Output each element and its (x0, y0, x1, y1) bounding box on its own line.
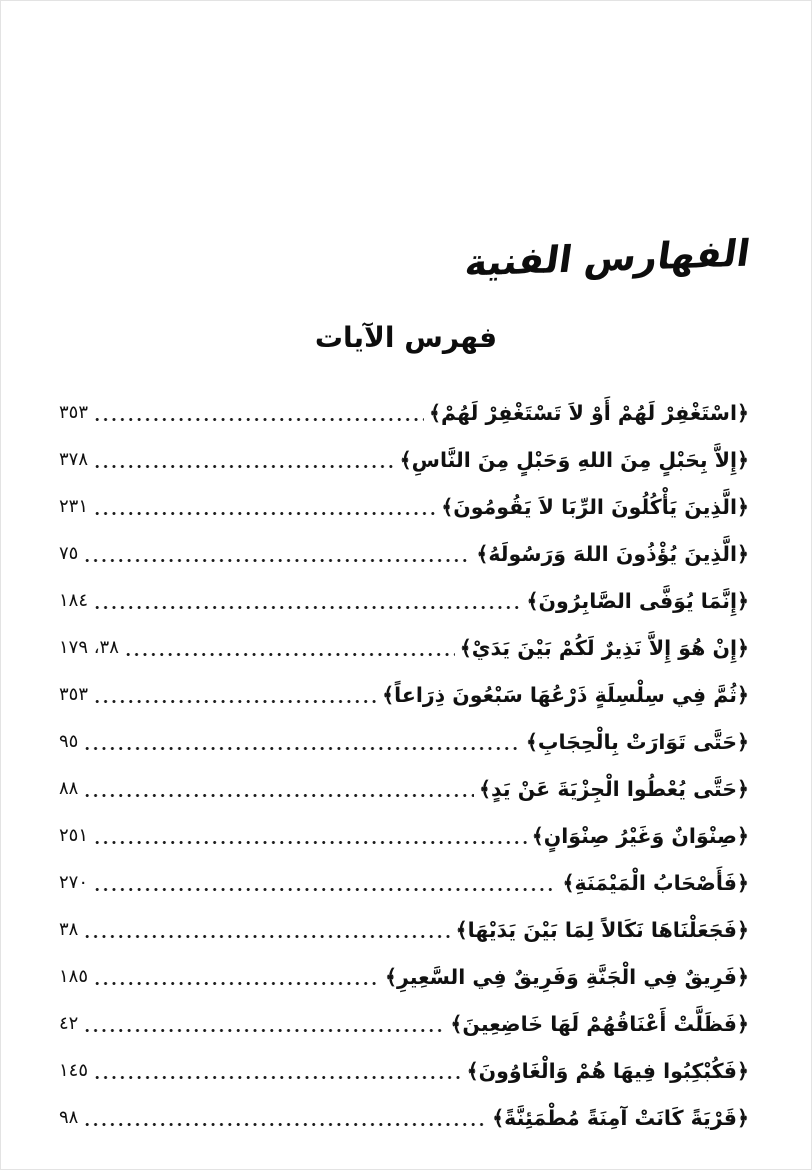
page-number: ٣٨، ١٧٩ (59, 637, 119, 658)
verse-text: ﴿ثُمَّ فِي سِلْسِلَةٍ ذَرْعُهَا سَبْعُونَ ذِرَاعاً﴾ (382, 682, 749, 707)
verse-text: ﴿قَرْيَةً كَانَتْ آمِنَةً مُطْمَئِنَّةً﴾ (492, 1105, 749, 1130)
page-number: ٣٥٣ (59, 402, 89, 423)
verse-index-row (59, 1000, 749, 1047)
dotted-leader (93, 1075, 462, 1080)
dotted-leader (83, 934, 450, 939)
page-number: ٨٨ (59, 778, 79, 799)
dotted-leader (93, 699, 377, 704)
page-number: ٣٨ (59, 919, 79, 940)
verse-index-row (59, 718, 749, 765)
verse-index-row (59, 906, 749, 953)
page-number: ٩٥ (59, 731, 79, 752)
page-title: فهرس الآيات (314, 321, 498, 354)
page-number: ٢٣١ (59, 496, 89, 517)
verse-index-row (59, 859, 749, 906)
dotted-leader (93, 981, 380, 986)
verse-index-row (59, 765, 749, 812)
dotted-leader (83, 793, 474, 798)
verse-index-row (59, 671, 749, 718)
page-number: ١٨٤ (59, 590, 89, 611)
calligraphy-title: الفهارس الفنية (462, 231, 753, 285)
verse-index-row (59, 483, 749, 530)
page-number: ٢٥١ (59, 825, 89, 846)
verse-text: ﴿إِنَّمَا يُوَفَّى الصَّابِرُونَ﴾ (526, 588, 749, 613)
dotted-leader (83, 746, 521, 751)
verse-index-row (59, 577, 749, 624)
dotted-leader (93, 887, 557, 892)
verse-text: ﴿إِلاَّ بِحَبْلٍ مِنَ اللهِ وَحَبْلٍ مِنَ النَّاسِ﴾ (399, 447, 749, 472)
page-number: ٩٨ (59, 1107, 79, 1128)
verse-text: ﴿الَّذِينَ يَأْكُلُونَ الرِّبَا لاَ يَقُومُونَ﴾ (441, 494, 749, 519)
verse-text: ﴿فَرِيقٌ فِي الْجَنَّةِ وَفَرِيقٌ فِي السَّعِيرِ﴾ (384, 964, 749, 989)
dotted-leader (83, 1028, 445, 1033)
verse-index-row (59, 436, 749, 483)
verse-index-row (59, 812, 749, 859)
verse-text: ﴿الَّذِينَ يُؤْذُونَ اللهَ وَرَسُولَهُ﴾ (476, 541, 749, 566)
verse-text: ﴿فَجَعَلْنَاهَا نَكَالاً لِمَا بَيْنَ يَدَيْهَا﴾ (455, 917, 749, 942)
verse-index-row (59, 530, 749, 577)
dotted-leader (93, 511, 436, 516)
dotted-leader (93, 464, 395, 469)
verse-index-row (59, 389, 749, 436)
verse-text: ﴿إِنْ هُوَ إِلاَّ نَذِيرٌ لَكُمْ بَيْنَ يَدَيْ﴾ (459, 635, 749, 660)
dotted-leader (93, 605, 521, 610)
page-number: ٤٢ (59, 1013, 79, 1034)
verse-text: ﴿فَأَصْحَابُ الْمَيْمَنَةِ﴾ (562, 870, 749, 895)
dotted-leader (93, 840, 527, 845)
page-number: ٢٧٠ (59, 872, 89, 893)
verse-index-row (59, 624, 749, 671)
verse-text: ﴿اسْتَغْفِرْ لَهُمْ أَوْ لاَ تَسْتَغْفِرْ لَهُمْ﴾ (429, 400, 749, 425)
page-number: ١٤٥ (59, 1060, 89, 1081)
verse-text: ﴿حَتَّى تَوَارَتْ بِالْحِجَابِ﴾ (525, 729, 749, 754)
verse-text: ﴿صِنْوَانٌ وَغَيْرُ صِنْوَانٍ﴾ (531, 823, 749, 848)
verse-index-list (59, 389, 749, 1141)
verse-text: ﴿فَكُبْكِبُوا فِيهَا هُمْ وَالْغَاوُونَ﴾ (466, 1058, 749, 1083)
verse-text: ﴿فَظَلَّتْ أَعْنَاقُهُمْ لَهَا خَاضِعِينَ﴾ (450, 1011, 749, 1036)
dotted-leader (124, 652, 455, 657)
dotted-leader (83, 1122, 487, 1127)
page-number: ٧٥ (59, 543, 79, 564)
verse-index-row (59, 1094, 749, 1141)
dotted-leader (93, 417, 424, 422)
page-number: ٣٧٨ (59, 449, 89, 470)
page-number: ٣٥٣ (59, 684, 89, 705)
verse-index-row (59, 953, 749, 1000)
verse-text: ﴿حَتَّى يُعْطُوا الْجِزْيَةَ عَنْ يَدٍ﴾ (479, 776, 749, 801)
verse-index-row (59, 1047, 749, 1094)
page-number: ١٨٥ (59, 966, 89, 987)
dotted-leader (83, 558, 471, 563)
